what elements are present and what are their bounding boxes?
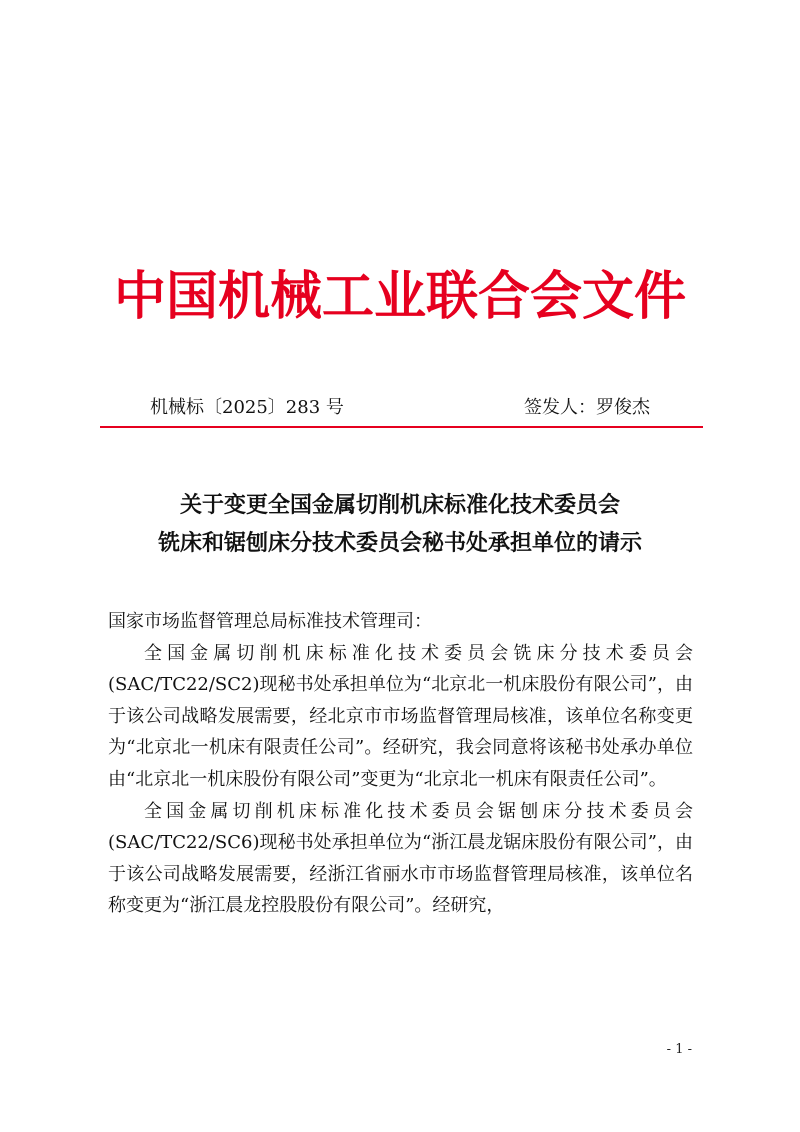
document-header-title: 中国机械工业联合会文件 [113,267,686,327]
body-paragraph-2: 全国金属切削机床标准化技术委员会锯刨床分技术委员会(SAC/TC22/SC6)现秘书处承担单位为“浙江晨龙锯床股份有限公司”，由于该公司战略发展需要，经浙江省丽水市市场监督管理局核准，该单位名称变更为“浙江晨龙控股股份有限公司”。经研究， [108,800,693,917]
subject-line-2: 铣床和锯刨床分技术委员会秘书处承担单位的请示 [157,530,642,556]
document-signer: 签发人：罗俊杰 [524,397,650,418]
document-meta-line [100,392,700,424]
header-red-divider [100,426,703,428]
document-number: 机械标〔2025〕283 号 [150,397,344,418]
body-paragraph-1: 全国金属切削机床标准化技术委员会铣床分技术委员会(SAC/TC22/SC2)现秘书处承担单位为“北京北一机床股份有限公司”，由于该公司战略发展需要，经北京市市场监督管理局核准，该单位名称变更为“北京北一机床有限责任公司”。经研究，我会同意将该秘书处承办单位由“北京北一机床股份有限公司”变更为“北京北一机床有限责任公司”。 [108,642,693,790]
subject-line-1: 关于变更全国金属切削机床标准化技术委员会 [179,492,620,518]
document-body [108,606,693,922]
addressee: 国家市场监督管理总局标准技术管理司： [108,611,432,632]
page-number: - 1 - [666,1042,692,1057]
document-subject [0,486,800,562]
